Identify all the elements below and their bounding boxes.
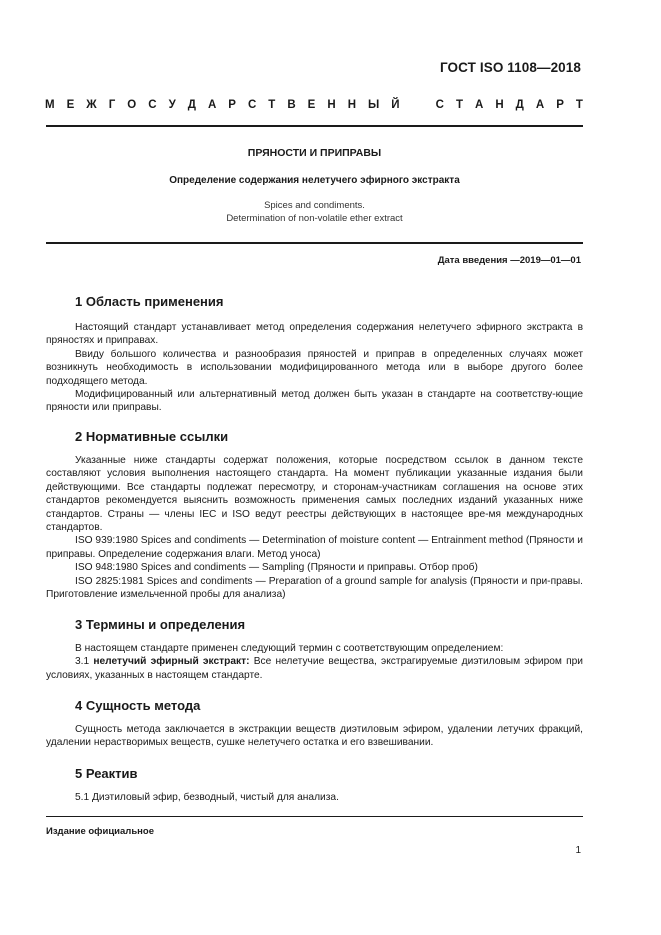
english-title-line-1: Spices and condiments. xyxy=(264,200,365,211)
banner-letter: С xyxy=(148,99,157,111)
section-2-heading: 2 Нормативные ссылки xyxy=(75,429,229,444)
term-number: 3.1 xyxy=(75,656,90,668)
banner-letter: Ж xyxy=(86,99,97,111)
banner-letter: Р xyxy=(556,99,564,111)
reference-iso-948: ISO 948:1980 Spices and condiments — Sampling (Пряности и приправы. Отбор проб) xyxy=(75,562,478,574)
footer-rule xyxy=(46,816,583,817)
section-3-body xyxy=(46,642,583,682)
title-rule xyxy=(46,242,583,244)
document-code: ГОСТ ISO 1108—2018 xyxy=(439,60,581,75)
section-3-paragraph-1: В настоящем стандарте применен следующий термин с соответствующим определением: xyxy=(75,643,504,654)
page-number: 1 xyxy=(575,845,581,856)
section-5-body xyxy=(46,791,583,804)
banner-letter: Т xyxy=(455,99,463,111)
standard-type-banner xyxy=(45,99,583,111)
section-3-heading: 3 Термины и определения xyxy=(75,617,246,632)
banner-letter: В xyxy=(287,99,296,111)
official-edition-label: Издание официальное xyxy=(46,826,154,837)
banner-letter: Н xyxy=(347,99,356,111)
banner-letter: А xyxy=(535,99,545,111)
banner-letter: Й xyxy=(391,99,400,111)
section-1-paragraph-1: Настоящий стандарт устанавливает метод определения содержания нелетучего эфирного экстракта в пряностях и приправах. xyxy=(46,322,583,347)
section-5-heading: 5 Реактив xyxy=(75,766,138,781)
banner-letter: Е xyxy=(307,99,316,111)
banner-letter: Р xyxy=(228,99,236,111)
effective-date: Дата введения —2019—01—01 xyxy=(437,255,581,266)
banner-letter: О xyxy=(127,99,137,111)
document-title: ПРЯНОСТИ И ПРИПРАВЫ xyxy=(247,147,382,159)
banner-letter: Ы xyxy=(368,99,380,111)
reference-iso-2825: ISO 2825:1981 Spices and condiments — Preparation of a ground sample for analysis (Пряности и при-правы. Приготовление измельченной пробы для анализа) xyxy=(46,575,583,601)
banner-letter: А xyxy=(207,99,217,111)
banner-letter: Т xyxy=(268,99,276,111)
banner-letter: Е xyxy=(66,99,75,111)
document-subtitle: Определение содержания нелетучего эфирного экстракта xyxy=(169,175,460,186)
english-title-line-2: Determination of non-volatile ether extract xyxy=(226,213,403,224)
banner-letter: С xyxy=(247,99,257,111)
reagent-item: 5.1 Диэтиловый эфир, безводный, чистый для анализа. xyxy=(75,792,339,803)
banner-letter: Н xyxy=(327,99,336,111)
banner-letter: Н xyxy=(495,99,504,111)
banner-letter: Д xyxy=(515,99,524,111)
section-1-paragraph-2: Ввиду большого количества и разнообразия пряностей и приправ в определенных случаях может возникнуть необходимость в использовании модифицированного метода или в выборе другого более подходящего метода. xyxy=(46,348,583,387)
section-1-paragraph-3: Модифицированный или альтернативный метод должен быть указан в стандарте на соответству-ющие пряности или приправы. xyxy=(46,389,583,414)
section-4-heading: 4 Сущность метода xyxy=(75,698,201,713)
banner-letter: А xyxy=(474,99,484,111)
section-2-body xyxy=(46,454,583,601)
section-1-heading: 1 Область применения xyxy=(75,294,224,309)
term-text: Все нелетучие вещества, экстрагируемые диэтиловым эфиром при условиях, указанных в настоящем стандарте. xyxy=(46,656,583,681)
banner-letter: Т xyxy=(575,99,583,111)
banner-letter: М xyxy=(45,99,55,111)
banner-letter: Д xyxy=(187,99,196,111)
section-4-paragraph-1: Сущность метода заключается в экстракции веществ диэтиловым эфиром, удалении летучих фракций, удалении нерастворимых веществ, сушке нелетучего остатка и его взвешивании. xyxy=(46,724,583,749)
banner-letter: С xyxy=(435,99,444,111)
banner-letter: Г xyxy=(108,99,116,111)
section-1-body xyxy=(46,321,583,415)
reference-iso-939: ISO 939:1980 Spices and condiments — Determination of moisture content — Entrainment method (Пряности и приправы. Определение содержания влаги. Метод уноса) xyxy=(46,535,583,560)
section-2-paragraph-1: Указанные ниже стандарты содержат положения, которые посредством ссылок в данном тексте составляют условия выполнения настоящего стандарта. На момент публикации указанные издания были действующими. Все стандарты подлежат пересмотру, и сторонам-участникам соглашения на основе этих стандартов рекомендуется выяснить возможность применения самых последних изданий указанных ниже стандартов. Страны — члены IEC и ISO ведут реестры действующих в настоящее вре-мя международных стандартов. xyxy=(46,455,583,534)
banner-letter: У xyxy=(168,99,176,111)
term-name: нелетучий эфирный экстракт: xyxy=(93,656,250,668)
term-definition xyxy=(46,655,583,682)
header-rule xyxy=(46,125,583,127)
section-4-body xyxy=(46,723,583,750)
